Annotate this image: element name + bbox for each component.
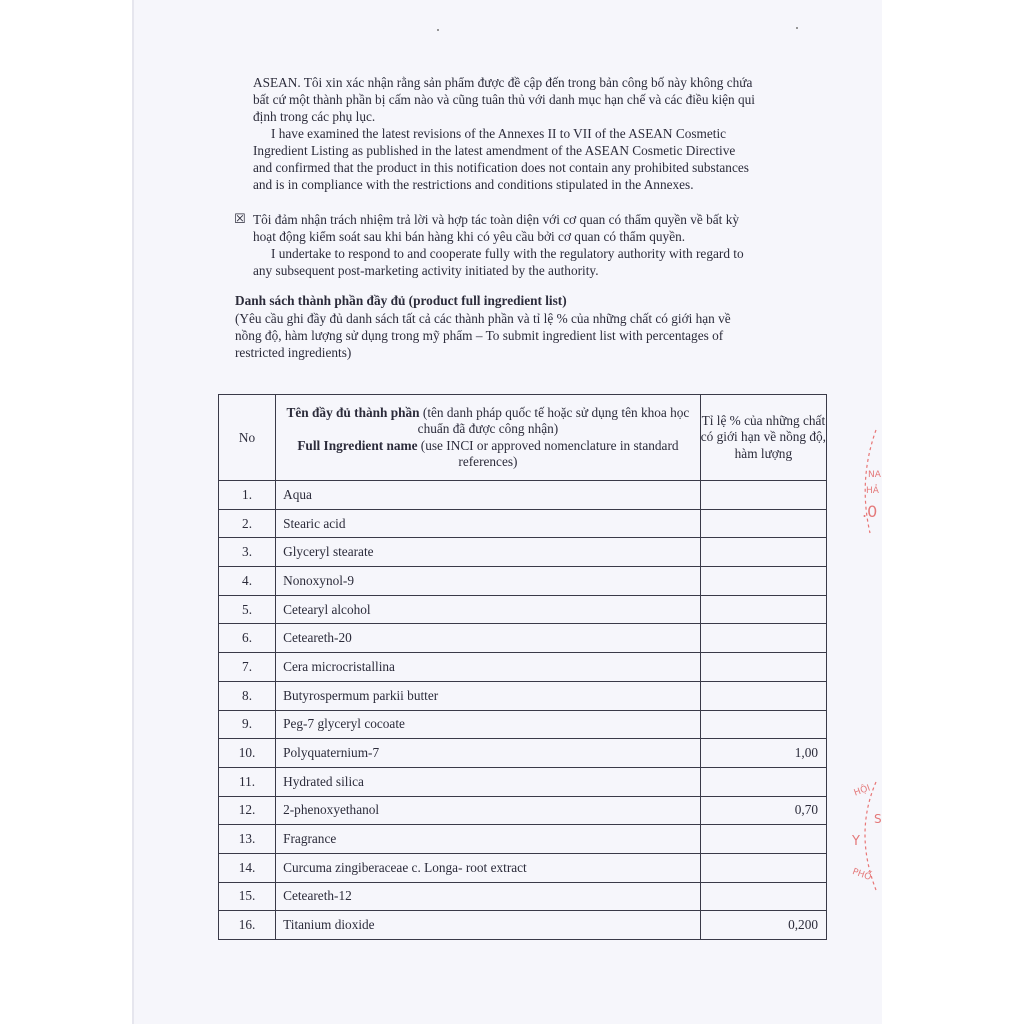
ingredient-name: Peg-7 glyceryl cocoate	[276, 710, 701, 739]
table-row	[219, 538, 827, 567]
ingredient-name: 2-phenoxyethanol	[276, 796, 701, 825]
stamp-fragment: NA	[868, 470, 881, 480]
stamp-fragment: .0	[862, 502, 878, 521]
ingredient-name: Ceteareth-20	[276, 624, 701, 653]
ingredient-name: Butyrospermum parkii butter	[276, 681, 701, 710]
table-row	[219, 653, 827, 682]
table-row	[219, 624, 827, 653]
table-header-row	[219, 395, 827, 481]
ingredient-name: Fragrance	[276, 825, 701, 854]
ingredient-number: 2.	[219, 509, 276, 538]
ingredient-list-heading: Danh sách thành phần đầy đủ (product full ingredient list)	[235, 293, 567, 308]
intro-paragraph-vi	[253, 74, 818, 125]
ingredient-name: Titanium dioxide	[276, 911, 701, 940]
ingredient-percentage	[700, 825, 826, 854]
undertaking-paragraph-vi	[253, 211, 818, 245]
ingredient-number: 13.	[219, 825, 276, 854]
table-row	[219, 710, 827, 739]
table-body	[219, 481, 827, 940]
table-row	[219, 595, 827, 624]
ingredient-number: 6.	[219, 624, 276, 653]
ingredient-number: 11.	[219, 767, 276, 796]
ingredient-percentage	[700, 481, 826, 510]
ingredient-percentage	[700, 653, 826, 682]
ingredient-percentage	[700, 624, 826, 653]
header-name-en-bold: Full Ingredient name	[297, 437, 418, 453]
ingredient-number: 1.	[219, 481, 276, 510]
stamp-fragment: S	[874, 812, 882, 826]
intro-vi-line: ASEAN. Tôi xin xác nhận rằng sản phẩm được đề cập đến trong bản công bố này không chứa	[253, 75, 753, 90]
intro-en-line: I have examined the latest revisions of the Annexes II to VII of the ASEAN Cosmetic	[271, 126, 727, 141]
note-line: (Yêu cầu ghi đầy đủ danh sách tất cả các thành phần và tỉ lệ % của những chất có giới hạn về	[235, 311, 731, 326]
table-row	[219, 853, 827, 882]
stamp-fragment: Y	[852, 834, 860, 849]
ingredient-number: 10.	[219, 739, 276, 768]
ingredient-name: Ceteareth-12	[276, 882, 701, 911]
ingredient-number: 8.	[219, 681, 276, 710]
stamp-fragment: HẢ	[866, 486, 879, 496]
undertaking-vi-line: Tôi đảm nhận trách nhiệm trả lời và hợp tác toàn diện với cơ quan có thẩm quyền về bất kỳ	[253, 212, 739, 227]
ingredient-percentage: 1,00	[700, 739, 826, 768]
table-row	[219, 681, 827, 710]
note-line: nồng độ, hàm lượng sử dụng trong mỹ phẩm – To submit ingredient list with percentages of	[235, 328, 724, 343]
ingredient-name: Nonoxynol-9	[276, 567, 701, 596]
intro-vi-line: định trong các phụ lục.	[253, 109, 376, 124]
ingredient-name: Curcuma zingiberaceae c. Longa- root extract	[276, 853, 701, 882]
ingredient-percentage: 0,200	[700, 911, 826, 940]
table-row	[219, 739, 827, 768]
ingredient-number: 4.	[219, 567, 276, 596]
checked-box-icon: ☒	[234, 212, 246, 227]
ingredient-name: Stearic acid	[276, 509, 701, 538]
ingredient-list-note	[235, 310, 795, 361]
scan-speck	[796, 27, 798, 29]
ingredient-percentage: 0,70	[700, 796, 826, 825]
ingredient-percentage	[700, 853, 826, 882]
stamp-fragment: PHỐ	[850, 867, 873, 883]
ingredient-percentage	[700, 595, 826, 624]
ingredient-number: 3.	[219, 538, 276, 567]
ingredient-percentage	[700, 509, 826, 538]
ingredient-number: 12.	[219, 796, 276, 825]
ingredient-number: 5.	[219, 595, 276, 624]
scan-speck	[437, 29, 439, 31]
ingredient-name: Polyquaternium-7	[276, 739, 701, 768]
ingredient-percentage	[700, 882, 826, 911]
header-name-vi-bold: Tên đầy đủ thành phần	[286, 404, 420, 420]
undertaking-paragraph-en	[253, 245, 818, 279]
intro-vi-line: bất cứ một thành phần bị cấm nào và cũng tuân thủ với danh mục hạn chế và các điều kiện qui	[253, 92, 756, 107]
ingredient-table	[218, 394, 827, 940]
ingredient-percentage	[700, 567, 826, 596]
intro-en-line: Ingredient Listing as published in the latest amendment of the ASEAN Cosmetic Directive	[253, 143, 736, 158]
undertaking-en-line: I undertake to respond to and cooperate fully with the regulatory authority with regard to	[271, 246, 744, 261]
header-name-vi-rest: (tên danh pháp quốc tế hoặc sử dụng tên khoa học chuẩn đã được công nhận)	[417, 404, 690, 436]
undertaking-en-line: any subsequent post-marketing activity initiated by the authority.	[253, 263, 599, 278]
table-row	[219, 882, 827, 911]
stamp-arc	[852, 425, 882, 535]
stamp-arc	[850, 778, 880, 893]
ingredient-percentage	[700, 538, 826, 567]
table-row	[219, 509, 827, 538]
table-row	[219, 825, 827, 854]
header-percentage: Tỉ lệ % của những chất có giới hạn về nồng độ, hàm lượng	[700, 395, 826, 481]
ingredient-number: 9.	[219, 710, 276, 739]
ingredient-number: 16.	[219, 911, 276, 940]
table-row	[219, 481, 827, 510]
header-name-en-rest: (use INCI or approved nomenclature in standard references)	[417, 437, 679, 469]
ingredient-percentage	[700, 710, 826, 739]
ingredient-number: 15.	[219, 882, 276, 911]
header-ingredient-name	[276, 395, 701, 481]
intro-en-line: and is in compliance with the restrictions and conditions stipulated in the Annexes.	[253, 177, 694, 192]
ingredient-number: 7.	[219, 653, 276, 682]
header-no: No	[219, 395, 276, 481]
stamp-fragment: HỘI	[852, 783, 872, 799]
ingredient-percentage	[700, 767, 826, 796]
ingredient-name: Hydrated silica	[276, 767, 701, 796]
table-row	[219, 796, 827, 825]
table-row	[219, 911, 827, 940]
intro-en-line: and confirmed that the product in this notification does not contain any prohibited substances	[253, 160, 749, 175]
note-line: restricted ingredients)	[235, 345, 352, 360]
table-row	[219, 767, 827, 796]
undertaking-vi-line: hoạt động kiểm soát sau khi bán hàng khi có yêu cầu bởi cơ quan có thẩm quyền.	[253, 229, 686, 244]
ingredient-name: Cera microcristallina	[276, 653, 701, 682]
ingredient-number: 14.	[219, 853, 276, 882]
ingredient-name: Aqua	[276, 481, 701, 510]
ingredient-name: Glyceryl stearate	[276, 538, 701, 567]
intro-paragraph-en	[253, 125, 818, 193]
table-row	[219, 567, 827, 596]
ingredient-percentage	[700, 681, 826, 710]
ingredient-name: Cetearyl alcohol	[276, 595, 701, 624]
